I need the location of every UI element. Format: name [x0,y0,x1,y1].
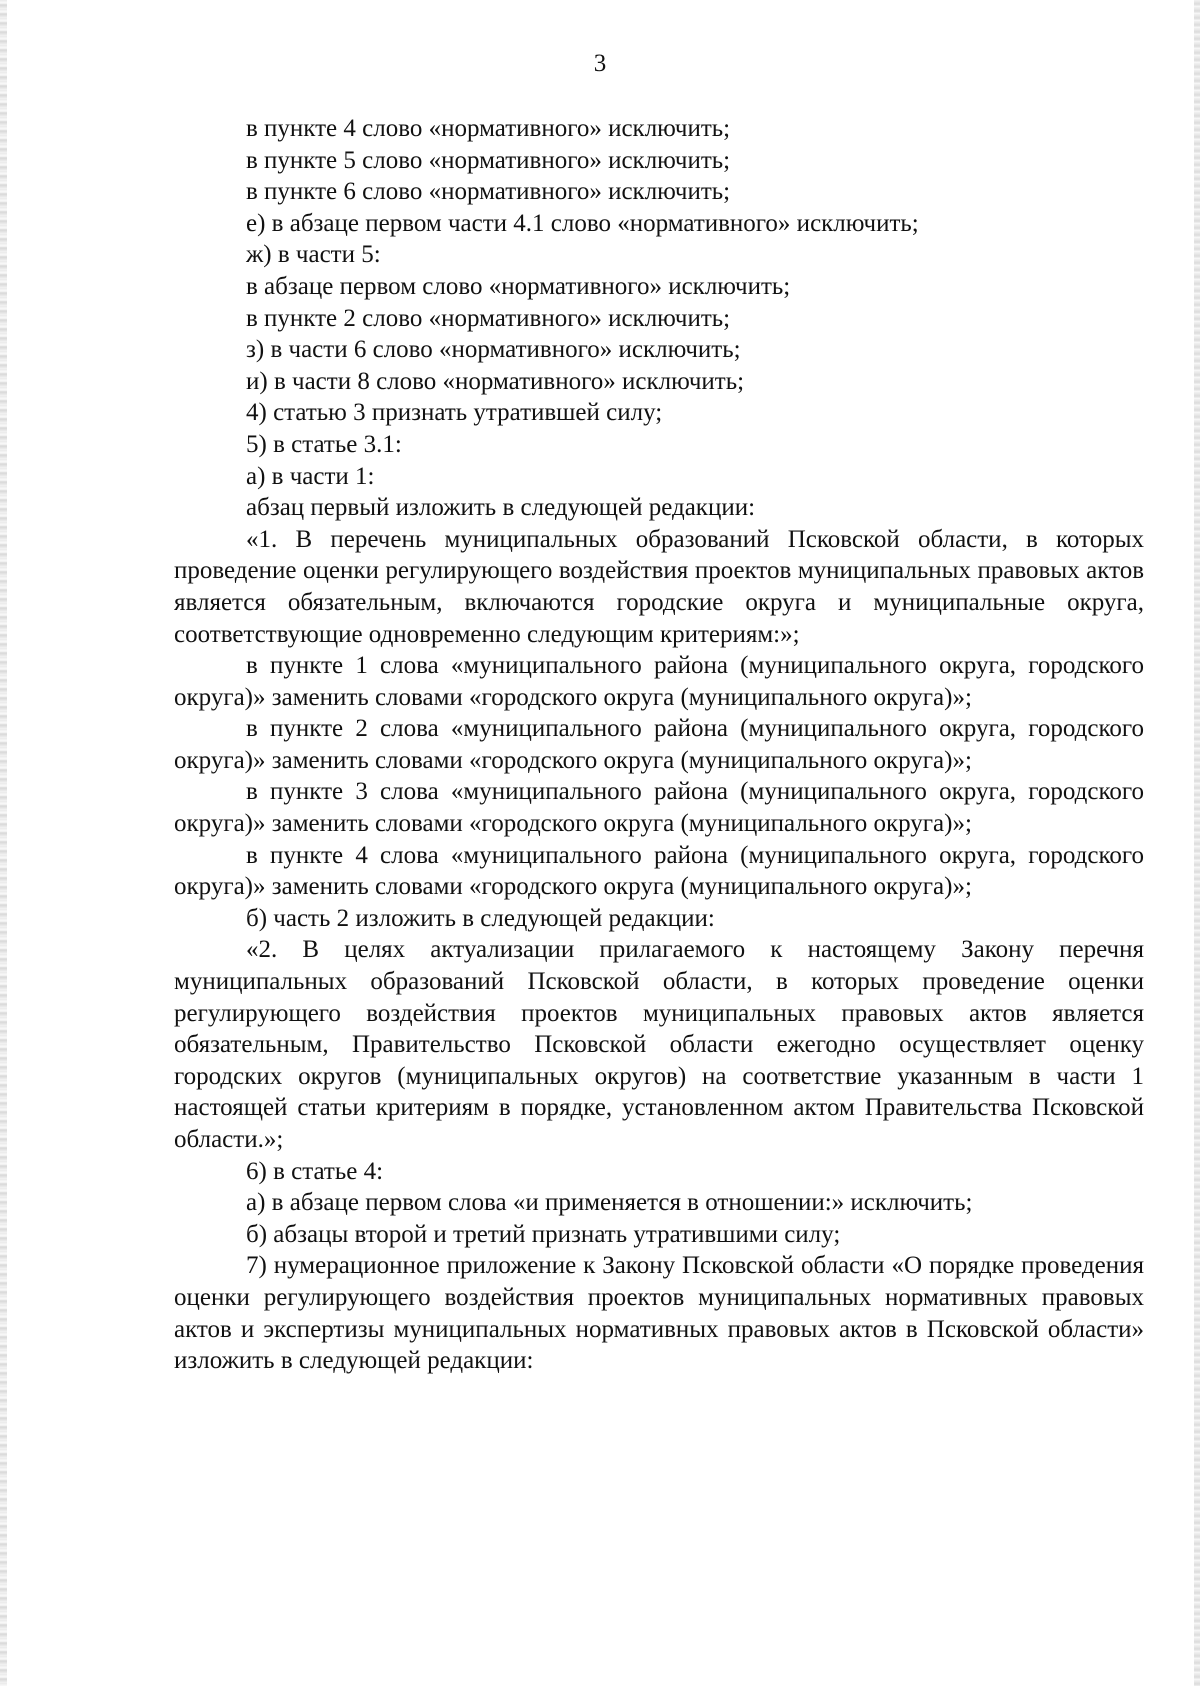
paragraph: 4) статью 3 признать утратившей силу; [246,399,663,427]
paragraph: в пункте 6 слово «нормативного» исключить; [246,178,731,206]
paragraph: в пункте 5 слово «нормативного» исключить; [246,146,731,174]
paragraph: а) в абзаце первом слова «и применяется в отношении:» исключить; [246,1189,973,1217]
paragraph: в пункте 2 слово «нормативного» исключить; [246,304,731,332]
scan-edge-left [0,0,7,1686]
paragraph: е) в абзаце первом части 4.1 слово «нормативного» исключить; [246,209,919,237]
paragraph: з) в части 6 слово «нормативного» исключить; [246,336,741,364]
paragraph: в абзаце первом слово «нормативного» исключить; [246,272,791,300]
paragraph: в пункте 1 слова «муниципального района (муниципального округа, городского округа)» заменить словами «городского округа (муниципального округа)»; [174,652,1144,711]
scan-edge-right [1194,0,1200,1686]
paragraph: «2. В целях актуализации прилагаемого к настоящему Закону перечня муниципальных образований Псковской области, в которых проведение оценки регулирующего воздействия проектов муниципальных правовых актов является обязательным, Правительство Псковской области ежегодно осуществляет оценку городских округов (муниципальных округов) на соответствие указанным в части 1 настоящей статьи критериям в порядке, установленном актом Правительства Псковской области.»; [174,936,1144,1153]
document-body [174,113,1144,1377]
paragraph: в пункте 2 слова «муниципального района (муниципального округа, городского округа)» заменить словами «городского округа (муниципального округа)»; [174,715,1144,774]
paragraph: в пункте 4 слова «муниципального района (муниципального округа, городского округа)» заменить словами «городского округа (муниципального округа)»; [174,841,1144,901]
paragraph: «1. В перечень муниципальных образований Псковской области, в которых проведение оценки регулирующего воздействия проектов муниципальных правовых актов является обязательным, включаются городские округа и муниципальные округа, соответствующие одновременно следующим критериям:»; [174,525,1144,648]
paragraph: ж) в части 5: [246,241,381,269]
paragraph: в пункте 3 слова «муниципального района (муниципального округа, городского округа)» заменить словами «городского округа (муниципального округа)»; [174,778,1144,838]
paragraph: 5) в статье 3.1: [246,430,402,458]
paragraph: абзац первый изложить в следующей редакции: [246,494,756,522]
paragraph: б) абзацы второй и третий признать утратившими силу; [246,1220,841,1248]
paragraph: в пункте 4 слово «нормативного» исключить; [246,115,731,142]
paragraph: 7) нумерационное приложение к Закону Псковской области «О порядке проведения оценки регулирующего воздействия проектов муниципальных нормативных правовых актов и экспертизы муниципальных нормативных правовых актов в Псковской области» изложить в следующей редакции: [174,1252,1144,1375]
paragraph: а) в части 1: [246,462,375,490]
paragraph: и) в части 8 слово «нормативного» исключить; [246,367,745,395]
page-number: 3 [593,50,607,77]
paragraph: б) часть 2 изложить в следующей редакции: [246,904,715,932]
paragraph: 6) в статье 4: [246,1157,384,1185]
